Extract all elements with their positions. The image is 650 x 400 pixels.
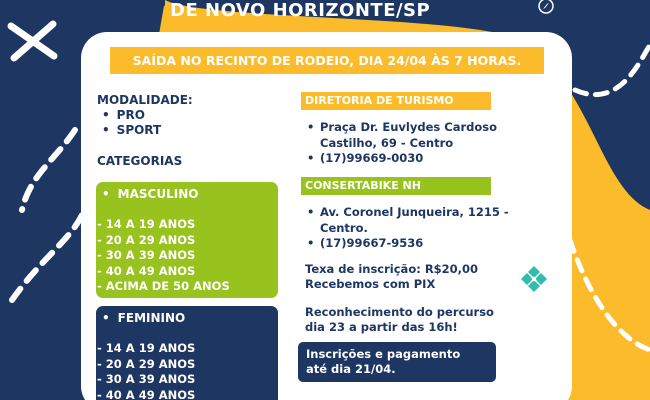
route-info bbox=[305, 305, 494, 335]
modalidade-list bbox=[102, 108, 161, 138]
fee-info bbox=[305, 262, 478, 292]
categorias-label: CATEGORIAS bbox=[97, 154, 183, 168]
x-mark-icon bbox=[6, 18, 60, 64]
route-line2: dia 23 a partir das 16h! bbox=[305, 320, 458, 334]
masculino-box bbox=[96, 182, 278, 298]
feminino-item: - 30 A 39 ANOS bbox=[97, 372, 196, 386]
consertabike-phone: • (17)99667-9536 bbox=[307, 236, 509, 252]
fee-payment: Recebemos com PIX bbox=[305, 277, 436, 291]
masculino-item: - 40 A 49 ANOS bbox=[97, 263, 196, 278]
modalidade-item: • PRO bbox=[102, 108, 161, 123]
feminino-item: - 14 A 19 ANOS bbox=[97, 341, 196, 355]
diretoria-tag: DIRETORIA DE TURISMO bbox=[301, 92, 491, 110]
departure-banner: SAÍDA NO RECINTO DE RODEIO, DIA 24/04 ÀS 7 HORAS. bbox=[110, 47, 544, 74]
diretoria-phone: • (17)99669-0030 bbox=[307, 151, 497, 167]
feminino-item: - 20 A 29 ANOS bbox=[97, 356, 196, 371]
masculino-item: - 14 A 19 ANOS bbox=[97, 217, 196, 231]
masculino-item: - ACIMA DE 50 ANOS bbox=[97, 279, 230, 293]
deadline-line1: Inscrições e pagamento bbox=[306, 347, 461, 361]
modalidade-label: MODALIDADE: bbox=[97, 93, 193, 107]
masculino-list bbox=[96, 217, 278, 295]
deadline-line2: até dia 21/04. bbox=[306, 362, 396, 376]
diretoria-address: • Praça Dr. Euvlydes Cardoso bbox=[307, 120, 497, 136]
consertabike-address-cont: Centro. bbox=[320, 220, 368, 235]
consertabike-address: • Av. Coronel Junqueira, 1215 - bbox=[307, 205, 509, 221]
masculino-title: • MASCULINO bbox=[96, 187, 278, 202]
masculino-item: - 20 A 29 ANOS bbox=[97, 232, 196, 247]
compass-icon bbox=[536, 0, 556, 16]
masculino-item: - 30 A 39 ANOS bbox=[97, 248, 196, 262]
feminino-box bbox=[96, 306, 278, 400]
diretoria-address-cont: Castilho, 69 - Centro bbox=[320, 135, 454, 150]
consertabike-tag: CONSERTABIKE NH bbox=[301, 177, 491, 195]
fee-amount: Texa de inscrição: R$20,00 bbox=[305, 262, 479, 276]
city-title: DE NOVO HORIZONTE/SP bbox=[170, 0, 431, 21]
feminino-list bbox=[96, 341, 278, 400]
consertabike-info bbox=[307, 205, 509, 252]
feminino-title: • FEMININO bbox=[96, 311, 278, 326]
feminino-item: - 40 A 49 ANOS bbox=[97, 387, 196, 400]
deadline-box bbox=[298, 342, 496, 382]
route-line1: Reconhecimento do percurso bbox=[305, 305, 494, 319]
pix-icon bbox=[519, 264, 549, 294]
modalidade-item: • SPORT bbox=[102, 123, 161, 138]
diretoria-info bbox=[307, 120, 497, 167]
